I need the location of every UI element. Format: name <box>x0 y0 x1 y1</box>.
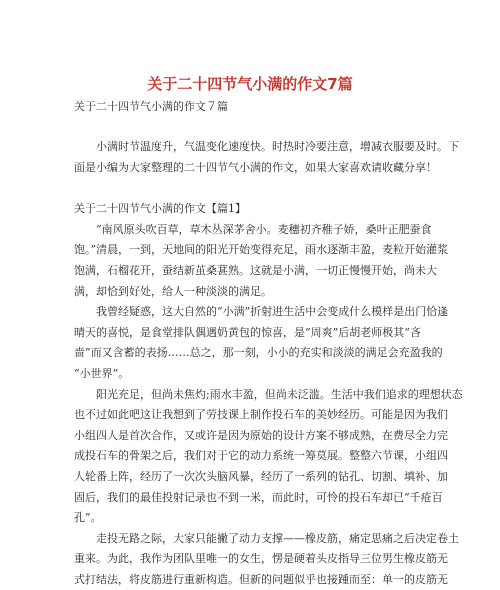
document-title: 关于二十四节气小满的作文7篇 <box>147 75 353 93</box>
text-line: 固后，我们的最佳投射记录也不到一米，而此时，可怜的投石车却已“千疮百 <box>74 490 443 504</box>
text-line: “小世界”。 <box>74 366 130 380</box>
text-line: 满，却恰到好处，给人一种淡淡的满足。 <box>74 284 272 298</box>
document-subtitle: 关于二十四节气小满的作文７篇 <box>74 100 228 113</box>
intro-paragraph <box>74 137 459 178</box>
text-line: 式打结法，将皮筋进行重新构造。但新的问题似乎也接踵而至：单一的皮筋无 <box>74 572 448 586</box>
text-line: 也不过如此吧这让我想到了劳技课上制作投石车的美妙经历。可能是因为我们 <box>74 408 448 422</box>
text-line: 重来。为此，我作为团队里唯一的女生，愣是硬着头皮指导三位男生橡皮筋无 <box>74 552 448 566</box>
body-paragraph <box>74 302 449 384</box>
text-line: 晴天的喜悦，是食堂排队偶遇奶黄包的惊喜，是“周爽”后胡老师极其“吝 <box>74 325 421 339</box>
text-line: 阳光充足，但尚未焦灼;雨水丰盈，但尚未泛滥。生活中我们追求的理想状态 <box>96 387 463 401</box>
text-line: 面是小编为大家整理的二十四节气小满的作文，如果大家喜欢请收藏分享！ <box>74 160 437 174</box>
text-line: 饱满，石榴花开，蚕结新茧桑葚熟。这就是小满，一切正慢慢开始，尚未大 <box>74 263 437 277</box>
document-body <box>74 137 463 590</box>
section-heading: 关于二十四节气小满的作文【篇1】 <box>74 202 246 216</box>
text-line: 啬”而又含蓄的表扬……总之，那一刻，小小的充实和淡淡的满足会充盈我的 <box>74 346 443 360</box>
text-line: 小组四人是首次合作，又或许是因为原始的设计方案不够成熟，在费尽全力完 <box>74 428 448 442</box>
text-line: 孔”。 <box>74 511 102 525</box>
text-line: 人轮番上阵，经历了一次次头脑风暴，经历了一系列的钻孔、切割、填补、加 <box>74 469 448 483</box>
text-line: 我曾经疑惑，这大自然的“小满”折射进生活中会变成什么模样是出门恰逢 <box>96 305 449 319</box>
text-line: “南风原头吹百草，草木丛深茅舍小。麦穗初齐稚子娇，桑叶正肥蚕食 <box>96 222 432 236</box>
text-line: 小满时节温度升，气温变化速度快。时热时冷要注意，增减衣服要及时。下 <box>96 140 459 153</box>
text-line: 饱。”清晨，一到，天地间的阳光开始变得充足，雨水逐渐丰盈，麦粒开始灌浆 <box>74 243 449 257</box>
body-paragraph <box>74 220 449 302</box>
text-line: 成投石车的骨架之后，我们对于它的动力系统一筹莫展。整整六节课，小组四 <box>74 449 448 463</box>
body-paragraph <box>74 529 459 590</box>
text-line: 走投无路之际，大家只能撇了动力支撑——橡皮筋，痛定思痛之后决定卷土 <box>96 531 459 545</box>
body-paragraph <box>74 385 463 529</box>
